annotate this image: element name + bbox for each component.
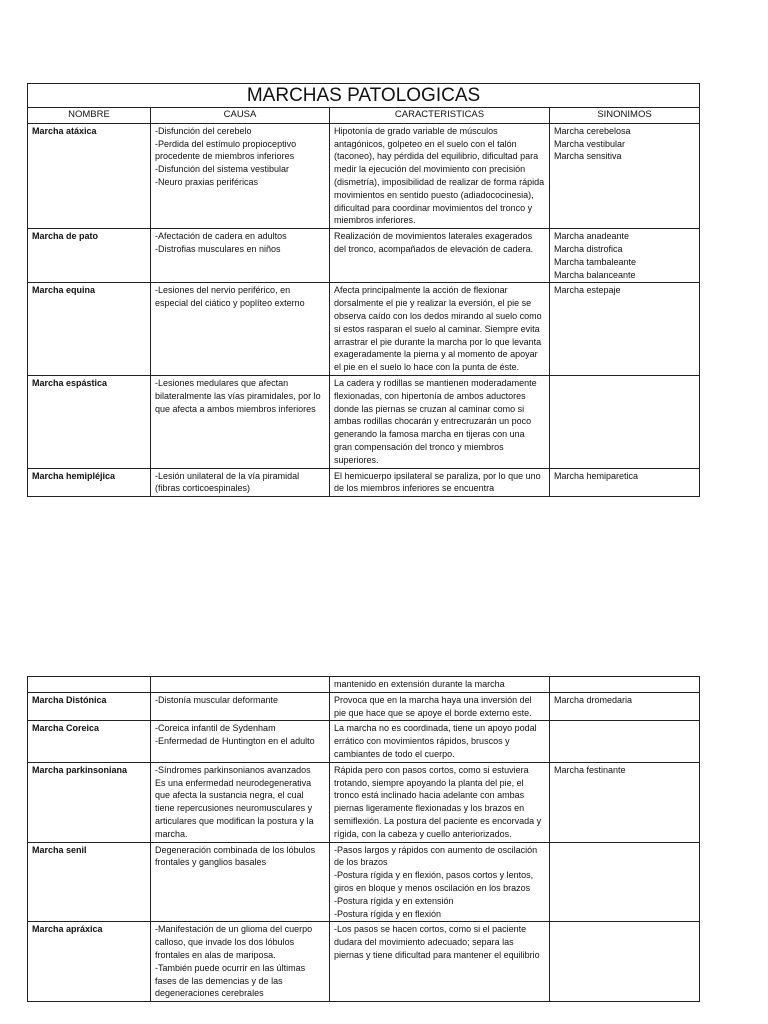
table-row bbox=[28, 721, 700, 762]
cell-caracteristicas: El hemicuerpo ipsilateral se paraliza, por lo que uno de los miembros inferiores se encuentra bbox=[330, 468, 550, 497]
cell-nombre bbox=[28, 677, 151, 693]
cell-caracteristicas: -Los pasos se hacen cortos, como si el paciente dudara del movimiento adecuado; separa las piernas y tiene dificultad para mantener el equilibrio bbox=[330, 922, 550, 1002]
cell-causa: -Lesiones medulares que afectan bilateralmente las vías piramidales, por lo que afecta a ambos miembros inferiores bbox=[151, 375, 330, 468]
header-caracteristicas: CARACTERISTICAS bbox=[330, 108, 550, 124]
cell-sinonimos bbox=[550, 842, 700, 922]
cell-nombre: Marcha senil bbox=[28, 842, 151, 922]
table-row bbox=[28, 842, 700, 922]
cell-nombre: Marcha espástica bbox=[28, 375, 151, 468]
table-row bbox=[28, 677, 700, 693]
cell-sinonimos bbox=[550, 375, 700, 468]
table-row bbox=[28, 229, 700, 283]
title-row bbox=[28, 84, 700, 108]
cell-causa: -Síndromes parkinsonianos avanzados Es una enfermedad neurodegenerativa que afecta la sustancia negra, el cual tiene repercusiones neuromusculares y articulares que modifican la postura y la marcha. bbox=[151, 762, 330, 842]
cell-caracteristicas: La cadera y rodillas se mantienen moderadamente flexionadas, con hipertonía de ambos aductores donde las piernas se cruzan al caminar como si ambas rodillas chocarán y entrecruzarán un poco generando la famosa marcha en tijeras con una gran compensación del tronco y miembros superiores. bbox=[330, 375, 550, 468]
cell-sinonimos: Marcha estepaje bbox=[550, 283, 700, 376]
cell-causa: -Afectación de cadera en adultos -Distrofias musculares en niños bbox=[151, 229, 330, 283]
cell-caracteristicas: Afecta principalmente la acción de flexionar dorsalmente el pie y realizar la eversión, el pie se observa caído con los dedos mirando al suelo como si estos rasparan el suelo al caminar. Siempre evita arrastrar el pie durante la marcha por lo que levanta exageradamente la pierna y al momento de apoyar el pie en el suelo lo hace con la punta de éste. bbox=[330, 283, 550, 376]
cell-sinonimos: Marcha anadeante Marcha distrofica Marcha tambaleante Marcha balanceante bbox=[550, 229, 700, 283]
cell-sinonimos: Marcha festinante bbox=[550, 762, 700, 842]
table-row bbox=[28, 468, 700, 497]
cell-caracteristicas: La marcha no es coordinada, tiene un apoyo podal errático con movimientos rápidos, bruscos y cambiantes de todo el cuerpo. bbox=[330, 721, 550, 762]
header-causa: CAUSA bbox=[151, 108, 330, 124]
table-row bbox=[28, 692, 700, 721]
header-sinonimos: SINONIMOS bbox=[550, 108, 700, 124]
gait-table-page-1 bbox=[27, 83, 700, 497]
cell-nombre: Marcha hemipléjica bbox=[28, 468, 151, 497]
cell-causa: -Coreica infantil de Sydenham -Enfermedad de Huntington en el adulto bbox=[151, 721, 330, 762]
cell-nombre: Marcha de pato bbox=[28, 229, 151, 283]
table-row bbox=[28, 375, 700, 468]
cell-caracteristicas: Provoca que en la marcha haya una inversión del pie que hace que se apoye el borde externo este. bbox=[330, 692, 550, 721]
cell-nombre: Marcha equina bbox=[28, 283, 151, 376]
table-title: MARCHAS PATOLOGICAS bbox=[28, 84, 700, 108]
cell-causa: -Disfunción del cerebelo -Perdida del estímulo propioceptivo procedente de miembros inferiores -Disfunción del sistema vestibular -Neuro praxias periféricas bbox=[151, 123, 330, 228]
cell-nombre: Marcha apráxica bbox=[28, 922, 151, 1002]
cell-sinonimos bbox=[550, 721, 700, 762]
table-row bbox=[28, 123, 700, 228]
table-row bbox=[28, 922, 700, 1002]
cell-sinonimos: Marcha dromedaria bbox=[550, 692, 700, 721]
cell-causa: -Manifestación de un glioma del cuerpo calloso, que invade los dos lóbulos frontales en alas de mariposa. -También puede ocurrir en las últimas fases de las demencias y de las degeneraciones cerebrales bbox=[151, 922, 330, 1002]
cell-caracteristicas: -Pasos largos y rápidos con aumento de oscilación de los brazos -Postura rígida y en flexión, pasos cortos y lentos, giros en bloque y menos oscilación en los brazos -Postura rígida y en extensión -Postura rígida y en flexión bbox=[330, 842, 550, 922]
cell-causa: -Lesiones del nervio periférico, en especial del ciático y poplíteo externo bbox=[151, 283, 330, 376]
cell-sinonimos: Marcha cerebelosa Marcha vestibular Marcha sensitiva bbox=[550, 123, 700, 228]
header-nombre: NOMBRE bbox=[28, 108, 151, 124]
gait-table-page-2 bbox=[27, 676, 700, 1002]
cell-nombre: Marcha Coreica bbox=[28, 721, 151, 762]
cell-causa bbox=[151, 677, 330, 693]
cell-caracteristicas: Rápida pero con pasos cortos, como si estuviera trotando, siempre apoyando la planta del pie, el tronco está inclinado hacia adelante con ambas piernas ligeramente flexionadas y los brazos en semiflexión. La postura del paciente es encorvada y rígida, con la cabeza y cuello anteriorizados. bbox=[330, 762, 550, 842]
cell-nombre: Marcha atáxica bbox=[28, 123, 151, 228]
cell-causa: -Distonía muscular deformante bbox=[151, 692, 330, 721]
cell-causa: -Lesión unilateral de la vía piramidal (fibras corticoespinales) bbox=[151, 468, 330, 497]
cell-sinonimos: Marcha hemiparetica bbox=[550, 468, 700, 497]
cell-sinonimos bbox=[550, 677, 700, 693]
cell-nombre: Marcha parkinsoniana bbox=[28, 762, 151, 842]
cell-caracteristicas: Realización de movimientos laterales exagerados del tronco, acompañados de elevación de cadera. bbox=[330, 229, 550, 283]
cell-nombre: Marcha Distónica bbox=[28, 692, 151, 721]
cell-sinonimos bbox=[550, 922, 700, 1002]
cell-caracteristicas: mantenido en extensión durante la marcha bbox=[330, 677, 550, 693]
table-row bbox=[28, 762, 700, 842]
table-row bbox=[28, 283, 700, 376]
cell-caracteristicas: Hipotonía de grado variable de músculos antagónicos, golpeteo en el suelo con el talón (taconeo), hay pérdida del equilibrio, dificultad para medir la ejecución del movimiento con precisión (dismetría), imposibilidad de realizar de forma rápida movimientos en sentido puesto (adiadococinesia), dificultad para coordinar movimientos del tronco y miembros inferiores. bbox=[330, 123, 550, 228]
cell-causa: Degeneración combinada de los lóbulos frontales y ganglios basales bbox=[151, 842, 330, 922]
header-row bbox=[28, 108, 700, 124]
